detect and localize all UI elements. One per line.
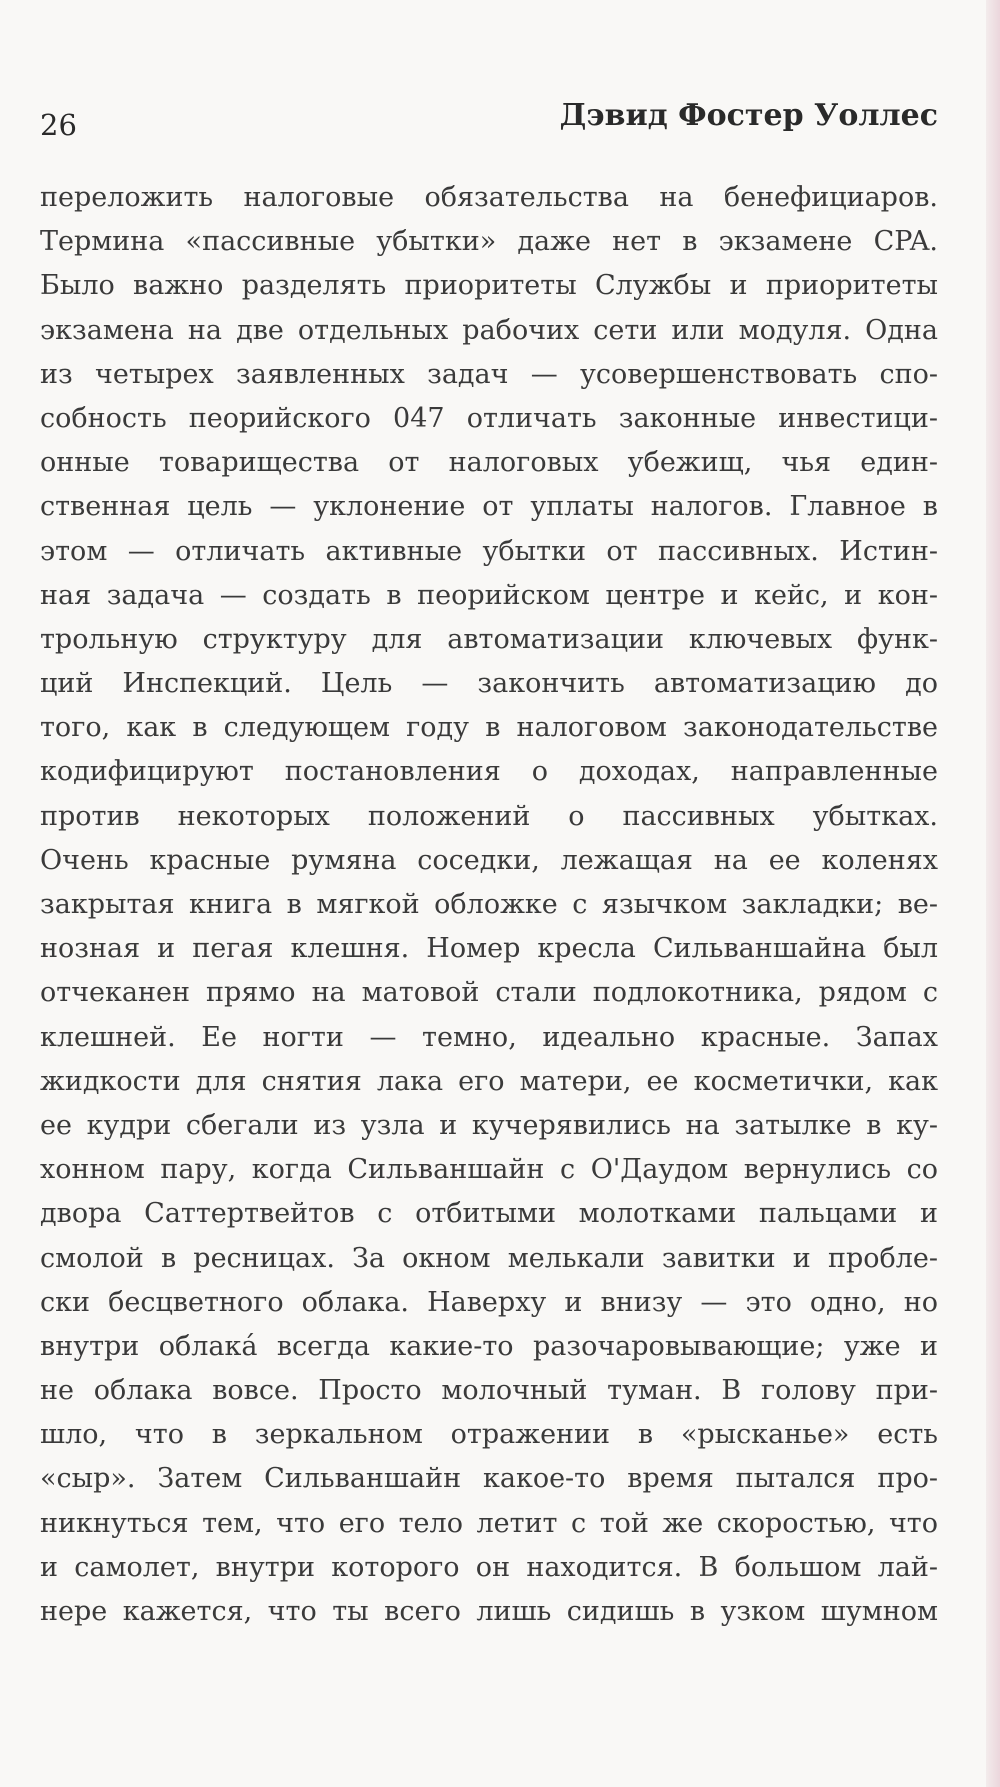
text-line: онные товарищества от налоговых убежищ, чья един- <box>40 447 938 479</box>
text-line: не облака вовсе. Просто молочный туман. В голову при- <box>40 1375 938 1407</box>
text-line: против некоторых положений о пассивных убытках. <box>40 800 938 832</box>
text-line: Очень красные румяна соседки, лежащая на ее коленях <box>40 844 938 876</box>
text-line: внутри облака́ всегда какие-то разочаровывающие; уже и <box>40 1330 938 1362</box>
text-line: отчеканен прямо на матовой стали подлокотника, рядом с <box>40 977 938 1009</box>
text-line: ее кудри сбегали из узла и кучерявились на затылке в ку- <box>40 1109 938 1141</box>
text-line: Термина «пассивные убытки» даже нет в экзамене CPA. <box>40 226 938 258</box>
text-line: нере кажется, что ты всего лишь сидишь в узком шумном <box>40 1596 938 1627</box>
text-line: ная задача — создать в пеорийском центре и кейс, и кон- <box>40 579 938 611</box>
text-line: трольную структуру для автоматизации ключевых функ- <box>40 623 938 655</box>
running-head-author: Дэвид Фостер Уоллес <box>559 98 938 133</box>
text-line: «сыр». Затем Сильваншайн какое-то время пытался про- <box>40 1463 938 1495</box>
text-line: того, как в следующем году в налоговом законодательстве <box>40 712 938 744</box>
text-line: ственная цель — уклонение от уплаты налогов. Главное в <box>40 491 938 523</box>
text-line: хонном пару, когда Сильваншайн с О'Даудом вернулись со <box>40 1154 938 1186</box>
text-line: экзамена на две отдельных рабочих сети или модуля. Одна <box>40 314 938 346</box>
text-line: закрытая книга в мягкой обложке с язычком закладки; ве- <box>40 889 938 920</box>
text-line: переложить налоговые обязательства на бенефициаров. <box>40 182 938 213</box>
text-line: смолой в ресницах. За окном мелькали завитки и пробле- <box>40 1242 938 1274</box>
text-line: собность пеорийского 047 отличать законные инвестици- <box>40 402 938 434</box>
text-line: шло, что в зеркальном отражении в «рысканье» есть <box>40 1419 938 1451</box>
text-line: жидкости для снятия лака его матери, ее косметички, как <box>40 1065 938 1097</box>
text-line: Было важно разделять приоритеты Службы и приоритеты <box>40 270 938 302</box>
text-line: и самолет, внутри которого он находится. В большом лай- <box>40 1551 938 1583</box>
text-line: из четырех заявленных задач — усовершенствовать спо- <box>40 358 938 390</box>
text-line: нозная и пегая клешня. Номер кресла Сильваншайна был <box>40 933 938 965</box>
text-line: кодифицируют постановления о доходах, направленные <box>40 756 938 788</box>
body-text <box>40 176 938 1634</box>
text-line: клешней. Ее ногти — темно, идеально красные. Запах <box>40 1021 938 1053</box>
text-line: ски бесцветного облака. Наверху и внизу — это одно, но <box>40 1286 938 1318</box>
page-number: 26 <box>40 108 77 142</box>
text-line: ций Инспекций. Цель — закончить автоматизацию до <box>40 668 938 700</box>
page-edge <box>986 0 1000 1787</box>
text-line: никнуться тем, что его тело летит с той же скоростью, что <box>40 1507 938 1539</box>
page-header <box>40 98 938 148</box>
text-line: этом — отличать активные убытки от пассивных. Истин- <box>40 535 938 567</box>
text-line: двора Саттертвейтов с отбитыми молотками пальцами и <box>40 1198 938 1230</box>
